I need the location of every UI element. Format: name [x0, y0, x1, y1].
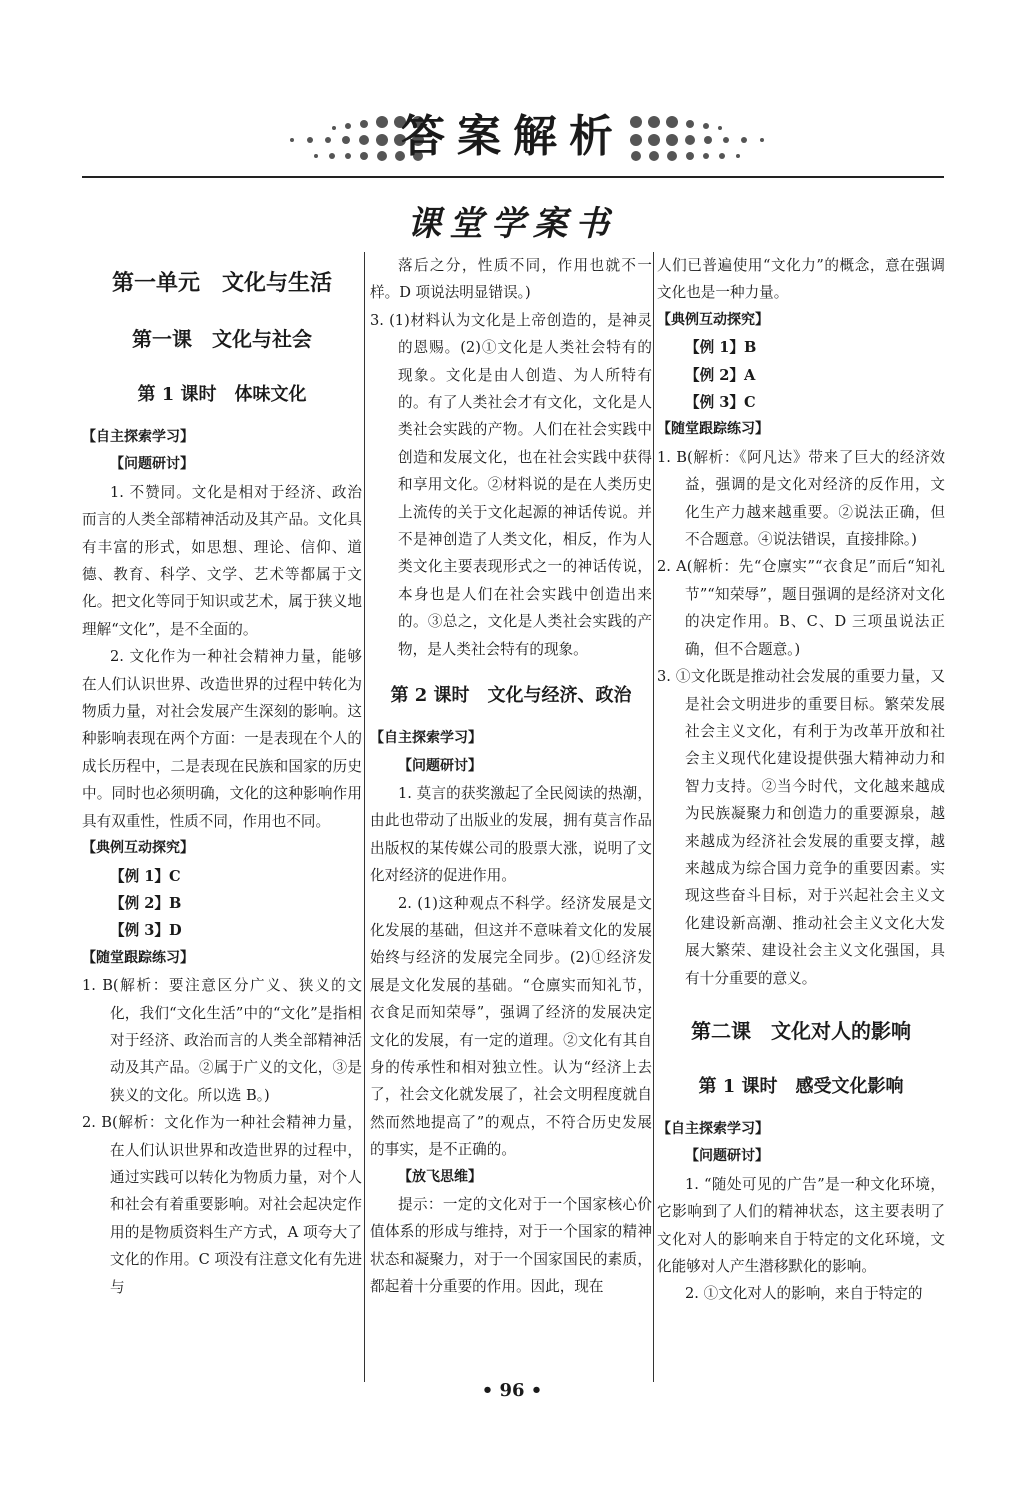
subsection-label: 【放飞思维】	[398, 1168, 482, 1185]
answer-paragraph: 2. B(解析：文化作为一种社会精神力量，在人们认识世界和改造世界的过程中，通过实践可以转化为物质力量，对个人和社会有着重要影响。对社会起决定作用的是物质资料生产方式，A 项夸大了文化的作用。C 项没有注意文化有先进与	[82, 1114, 362, 1296]
column-divider	[364, 252, 365, 1382]
example-answer: 【例 1】B	[685, 339, 757, 357]
answer-paragraph: 提示：一定的文化对于一个国家核心价值体系的形成与维持，对于一个国家的精神状态和凝聚力，对于一个国家国民的素质，都起着十分重要的作用。因此，现在	[370, 1196, 652, 1296]
answer-paragraph: 2. 文化作为一种社会精神力量，能够在人们认识世界、改造世界的过程中转化为物质力量，对社会发展产生深刻的影响。这种影响表现在两个方面：一是表现在个人的成长历程中，二是表现在民族和国家的历史中。同时也必须明确，文化的这种影响作用具有双重性，性质不同，作用也不同。	[82, 648, 362, 830]
column-divider	[653, 252, 654, 1382]
answer-paragraph: 1. “随处可见的广告”是一种文化环境，它影响到了人们的精神状态，这主要表明了文化对人的影响来自于特定的文化环境，文化能够对人产生潜移默化的影响。	[657, 1175, 945, 1275]
example-answer: 【例 2】A	[685, 366, 756, 384]
section-label: 【随堂跟踪练习】	[82, 949, 194, 966]
lesson-heading: 第一课 文化与社会	[132, 327, 312, 351]
period-heading: 第 2 课时 文化与经济、政治	[390, 685, 632, 707]
section-label: 【典例互动探究】	[82, 840, 194, 857]
subsection-label: 【问题研讨】	[685, 1148, 769, 1165]
section-label: 【自主探索学习】	[370, 730, 482, 747]
page-title: 答案解析	[401, 111, 625, 162]
section-label: 【自主探索学习】	[82, 429, 194, 445]
header-divider	[82, 176, 944, 178]
page-number: • 96 •	[481, 1380, 543, 1401]
answer-paragraph: 人们已普遍使用“文化力”的概念，意在强调文化也是一种力量。	[657, 257, 945, 302]
page-header	[82, 92, 944, 180]
answer-paragraph: 2. A(解析：先“仓廪实”“衣食足”而后“知礼节”“知荣辱”，题目强调的是经济对文化的决定作用。B、C、D 三项虽说法正确，但不合题意。)	[657, 558, 945, 658]
answer-paragraph: 1. 莫言的获奖激起了全民阅读的热潮，由此也带动了出版业的发展，拥有莫言作品出版权的某传媒公司的股票大涨，说明了文化对经济的促进作用。	[370, 784, 652, 885]
example-answer: 【例 3】C	[685, 394, 756, 412]
answer-paragraph: 3. ①文化既是推动社会发展的重要力量，又是社会文明进步的重要目标。繁荣发展社会主义文化，有利于为改革开放和社会主义现代化建设提供强大精神动力和智力支持。②当今时代，文化越来越成为民族凝聚力和创造力的重要源泉，越来越成为经济社会发展的重要支撑，越来越成为综合国力竞争的重要因素。实现这些奋斗目标，对于兴起社会主义文化建设新高潮、推动社会主义文化大发展大繁荣、建设社会主义文化强国，具有十分重要的意义。	[657, 668, 945, 987]
answer-paragraph: 1. B(解析：要注意区分广义、狭义的文化，我们“文化生活”中的“文化”是指相对于经济、政治而言的人类全部精神活动及其产品。②属于广义的文化，③是狭义的文化。所以选 B。)	[82, 977, 362, 1104]
subsection-label: 【问题研讨】	[398, 757, 482, 774]
example-answer: 【例 3】D	[110, 922, 182, 940]
answer-paragraph: 3. (1)材料认为文化是上帝创造的，是神灵的恩赐。(2)①文化是人类社会特有的现象。文化是由人创造、为人所特有的。有了人类社会才有文化，文化是人类社会实践的产物。人们在社会实践中创造和发展文化，也在社会实践中获得和享用文化。②材料说的是在人类历史上流传的关于文化起源的神话传说。并不是神创造了人类文化，相反，作为人类文化主要表现形式之一的神话传说，本身也是人们在社会实践中创造出来的。③总之，文化是人类社会实践的产物，是人类社会特有的现象。	[370, 311, 652, 658]
section-label: 【随堂跟踪练习】	[657, 421, 769, 438]
answer-paragraph: 1. 不赞同。文化是相对于经济、政治而言的人类全部精神活动及其产品。文化具有丰富的形式，如思想、理论、信仰、道德、教育、科学、文学、艺术等都属于文化。把文化等同于知识或艺术，属于狭义地理解“文化”，是不全面的。	[82, 483, 362, 638]
answer-paragraph: 1. B(解析：《阿凡达》带来了巨大的经济效益，强调的是文化对经济的反作用，文化生产力越来越重要。②说法正确，但不合题意。④说法错误，直接排除。)	[657, 448, 945, 549]
example-answer: 【例 1】C	[110, 867, 181, 885]
answer-paragraph: 2. (1)这种观点不科学。经济发展是文化发展的基础，但这并不意味着文化的发展始终与经济的发展完全同步。(2)①经济发展是文化发展的基础。“仓廪实而知礼节，衣食足而知荣辱”，强调了经济的发展决定文化的发展，有一定的道理。②文化有其自身的传承性和相对独立性。认为“经济上去了，社会文化就发展了，社会文明程度就自然而然地提高了”的观点，不符合历史发展的事实，是不正确的。	[370, 894, 652, 1159]
column-2	[370, 252, 652, 1301]
period-heading: 第 1 课时 体味文化	[137, 384, 307, 405]
unit-heading: 第一单元 文化与生活	[111, 270, 332, 296]
answer-paragraph: 2. ①文化对人的影响，来自于特定的	[685, 1285, 923, 1303]
subsection-label: 【问题研讨】	[110, 456, 194, 473]
period-heading: 第 1 课时 感受文化影响	[698, 1075, 904, 1097]
column-3	[657, 252, 945, 1308]
column-1	[82, 252, 362, 1301]
lesson-heading: 第二课 文化对人的影响	[691, 1018, 911, 1043]
section-label: 【典例互动探究】	[657, 311, 769, 328]
section-label: 【自主探索学习】	[657, 1120, 769, 1137]
answer-paragraph: 落后之分，性质不同，作用也就不一样。D 项说法明显错误。)	[370, 257, 652, 302]
section-title: 课堂学案书	[407, 204, 617, 244]
example-answer: 【例 2】B	[110, 894, 182, 912]
